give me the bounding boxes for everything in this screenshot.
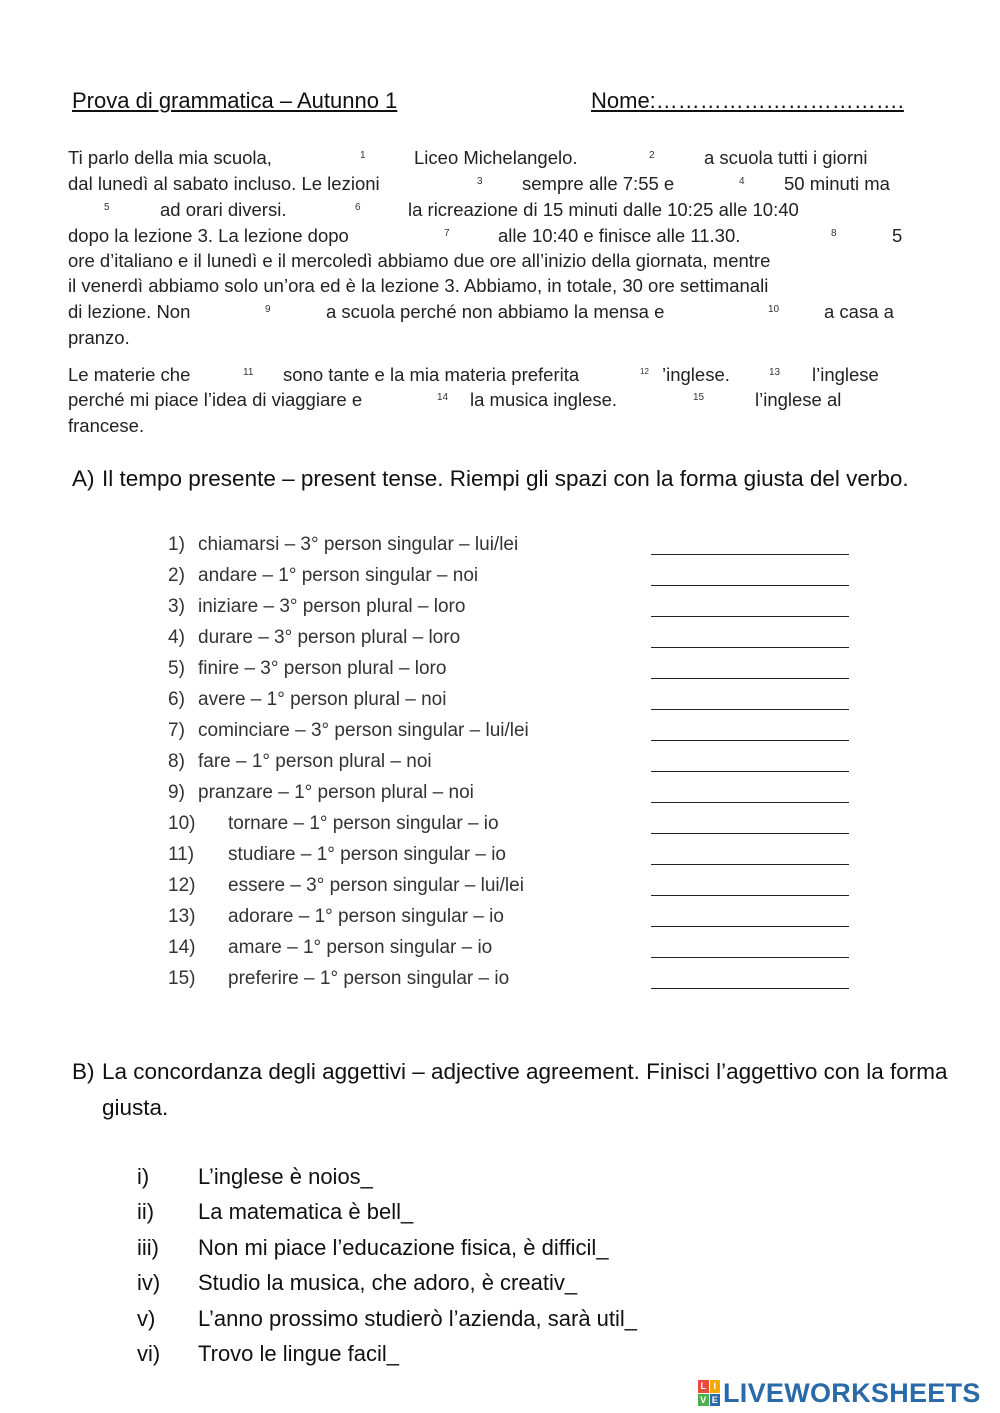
- passage-text: francese.: [68, 415, 145, 436]
- passage-text: la musica inglese.: [470, 389, 618, 410]
- passage-text: di lezione. Non: [68, 301, 191, 322]
- passage-text: Le materie che: [68, 364, 191, 385]
- gap-number: 14: [437, 392, 449, 403]
- exercise-item: [168, 842, 868, 873]
- verb-prompt: essere – 3° person singular – lui/lei: [228, 875, 524, 896]
- liveworksheets-icon: [698, 1380, 720, 1406]
- passage-line: [0, 250, 1000, 276]
- passage-text: ad orari diversi.: [160, 199, 287, 220]
- gap-number: 5: [104, 202, 110, 213]
- answer-blank[interactable]: [651, 813, 849, 834]
- passage-text: perché mi piace l’idea di viaggiare e: [68, 389, 363, 410]
- adjective-sentence[interactable]: La matematica è bell_: [198, 1199, 414, 1225]
- gap-number: 9: [265, 304, 271, 315]
- brand-name: LIVEWORKSHEETS: [723, 1377, 981, 1408]
- answer-blank[interactable]: [651, 844, 849, 865]
- answer-blank[interactable]: [651, 751, 849, 772]
- item-number: 7): [168, 720, 185, 741]
- passage-text: la ricreazione di 15 minuti dalle 10:25 alle 10:40: [408, 199, 799, 220]
- exercise-item: [168, 966, 868, 997]
- gap-number: 12: [640, 367, 649, 376]
- worksheet-title: Prova di grammatica – Autunno 1: [72, 88, 398, 113]
- item-number: 13): [168, 906, 196, 927]
- verb-prompt: fare – 1° person plural – noi: [198, 751, 432, 772]
- gap-number: 2: [649, 150, 655, 161]
- passage-text: 50 minuti ma: [784, 173, 890, 194]
- adjective-item: [137, 1233, 837, 1268]
- passage-line: [0, 173, 1000, 199]
- liveworksheets-logo: [698, 1378, 981, 1408]
- verb-prompt: preferire – 1° person singular – io: [228, 968, 510, 989]
- gap-number: 11: [243, 367, 254, 378]
- verb-prompt: adorare – 1° person singular – io: [228, 906, 504, 927]
- logo-letter: I: [710, 1380, 721, 1393]
- passage-text: sono tante e la mia materia preferita: [283, 364, 580, 385]
- item-number: 8): [168, 751, 185, 772]
- item-numeral: v): [137, 1305, 156, 1331]
- exercise-item: [168, 687, 868, 718]
- answer-blank[interactable]: [651, 596, 849, 617]
- passage-text: dal lunedì al sabato incluso. Le lezioni: [68, 173, 380, 194]
- item-number: 6): [168, 689, 185, 710]
- exercise-item: [168, 811, 868, 842]
- passage-line: [0, 225, 1000, 251]
- verb-prompt: cominciare – 3° person singular – lui/lei: [198, 720, 529, 741]
- passage-line: [0, 364, 1000, 390]
- item-number: 15): [168, 968, 196, 989]
- passage-line: [0, 327, 1000, 353]
- item-number: 10): [168, 813, 196, 834]
- item-numeral: iv): [137, 1270, 161, 1296]
- exercise-item: [168, 656, 868, 687]
- verb-prompt: tornare – 1° person singular – io: [228, 813, 499, 834]
- section-label: A): [72, 466, 95, 491]
- verb-prompt: pranzare – 1° person plural – noi: [198, 782, 474, 803]
- adjective-sentence[interactable]: Non mi piace l’educazione fisica, è difficil_: [198, 1234, 609, 1260]
- passage-line: [0, 275, 1000, 301]
- verb-prompt: iniziare – 3° person plural – loro: [198, 596, 466, 617]
- exercise-item: [168, 594, 868, 625]
- item-number: 1): [168, 534, 185, 555]
- passage-line: [0, 301, 1000, 327]
- passage-text: ’inglese.: [662, 364, 730, 385]
- logo-letter: V: [698, 1394, 709, 1407]
- item-number: 2): [168, 565, 185, 586]
- item-number: 12): [168, 875, 196, 896]
- item-numeral: ii): [137, 1199, 155, 1225]
- passage-text: sempre alle 7:55 e: [522, 173, 675, 194]
- verb-prompt: chiamarsi – 3° person singular – lui/lei: [198, 534, 519, 555]
- answer-blank[interactable]: [651, 658, 849, 679]
- gap-number: 10: [768, 304, 780, 315]
- item-numeral: iii): [137, 1234, 159, 1260]
- logo-letter: E: [710, 1394, 721, 1407]
- exercise-item: [168, 532, 868, 563]
- item-numeral: i): [137, 1164, 150, 1189]
- item-numeral: vi): [137, 1340, 161, 1366]
- answer-blank[interactable]: [651, 689, 849, 710]
- gap-number: 15: [693, 392, 705, 403]
- passage-line: [0, 147, 1000, 173]
- adjective-sentence[interactable]: Studio la musica, che adoro, è creativ_: [198, 1270, 578, 1296]
- passage-text: l’inglese al: [755, 389, 842, 410]
- passage-line: [0, 389, 1000, 415]
- gap-number: 6: [355, 202, 361, 213]
- gap-number: 8: [831, 228, 837, 239]
- passage-text: dopo la lezione 3. La lezione dopo: [68, 225, 349, 246]
- item-number: 14): [168, 937, 196, 958]
- adjective-exercise-list: [137, 1162, 837, 1374]
- section-instruction: La concordanza degli aggettivi – adjective agreement. Finisci l’aggettivo con la forma giusta.: [102, 1059, 948, 1120]
- item-number: 9): [168, 782, 185, 803]
- gap-number: 4: [739, 176, 745, 187]
- adjective-item: [137, 1304, 837, 1339]
- gap-number: 7: [444, 228, 450, 239]
- verb-exercise-list: [168, 532, 868, 997]
- exercise-item: [168, 873, 868, 904]
- section-label: B): [72, 1059, 95, 1084]
- adjective-item: [137, 1339, 837, 1374]
- answer-blank[interactable]: [651, 968, 849, 989]
- adjective-sentence[interactable]: Trovo le lingue facil_: [198, 1340, 399, 1366]
- passage-text: a scuola perché non abbiamo la mensa e: [326, 301, 665, 322]
- adjective-sentence[interactable]: L’anno prossimo studierò l’azienda, sarà util_: [198, 1305, 638, 1331]
- gap-number: 13: [769, 367, 781, 378]
- answer-blank[interactable]: [651, 782, 849, 803]
- passage-text: pranzo.: [68, 327, 130, 348]
- passage-text: l’inglese: [812, 364, 879, 385]
- exercise-item: [168, 935, 868, 966]
- answer-blank[interactable]: [651, 875, 849, 896]
- exercise-item: [168, 749, 868, 780]
- verb-prompt: finire – 3° person plural – loro: [198, 658, 447, 679]
- answer-blank[interactable]: [651, 906, 849, 927]
- verb-prompt: durare – 3° person plural – loro: [198, 627, 461, 648]
- gap-number: 3: [477, 176, 483, 187]
- adjective-item: [137, 1197, 837, 1232]
- verb-prompt: studiare – 1° person singular – io: [228, 844, 506, 865]
- passage-line: [0, 199, 1000, 225]
- passage-text: 5: [892, 225, 903, 246]
- verb-prompt: andare – 1° person singular – noi: [198, 565, 479, 586]
- verb-prompt: amare – 1° person singular – io: [228, 937, 493, 958]
- adjective-item: [137, 1268, 837, 1303]
- section-instruction: Il tempo presente – present tense. Riempi gli spazi con la forma giusta del verbo.: [102, 466, 909, 491]
- adjective-sentence[interactable]: L’inglese è noios_: [198, 1164, 373, 1189]
- answer-blank[interactable]: [651, 565, 849, 586]
- answer-blank[interactable]: [651, 627, 849, 648]
- passage-text: alle 10:40 e finisce alle 11.30.: [498, 225, 741, 246]
- exercise-item: [168, 718, 868, 749]
- passage-text: a casa a: [824, 301, 894, 322]
- verb-prompt: avere – 1° person plural – noi: [198, 689, 447, 710]
- answer-blank[interactable]: [651, 720, 849, 741]
- exercise-item: [168, 904, 868, 935]
- adjective-item: [137, 1162, 837, 1197]
- answer-blank[interactable]: [651, 937, 849, 958]
- name-field-label: Nome:…………………………….: [591, 88, 904, 113]
- item-number: 11): [168, 844, 195, 865]
- item-number: 4): [168, 627, 185, 648]
- passage-text: Liceo Michelangelo.: [414, 147, 578, 168]
- answer-blank[interactable]: [651, 534, 849, 555]
- exercise-item: [168, 625, 868, 656]
- passage-text: a scuola tutti i giorni: [704, 147, 868, 168]
- passage-text: Ti parlo della mia scuola,: [68, 147, 272, 168]
- passage-text: ore d’italiano e il lunedì e il mercoledì abbiamo due ore all’inizio della giornata, mentre: [68, 250, 771, 271]
- exercise-item: [168, 563, 868, 594]
- exercise-item: [168, 780, 868, 811]
- passage-text: il venerdì abbiamo solo un’ora ed è la lezione 3. Abbiamo, in totale, 30 ore settimanali: [68, 275, 769, 296]
- gap-number: 1: [360, 150, 366, 161]
- item-number: 3): [168, 596, 185, 617]
- item-number: 5): [168, 658, 185, 679]
- logo-letter: L: [698, 1380, 709, 1393]
- passage-line: [0, 415, 1000, 441]
